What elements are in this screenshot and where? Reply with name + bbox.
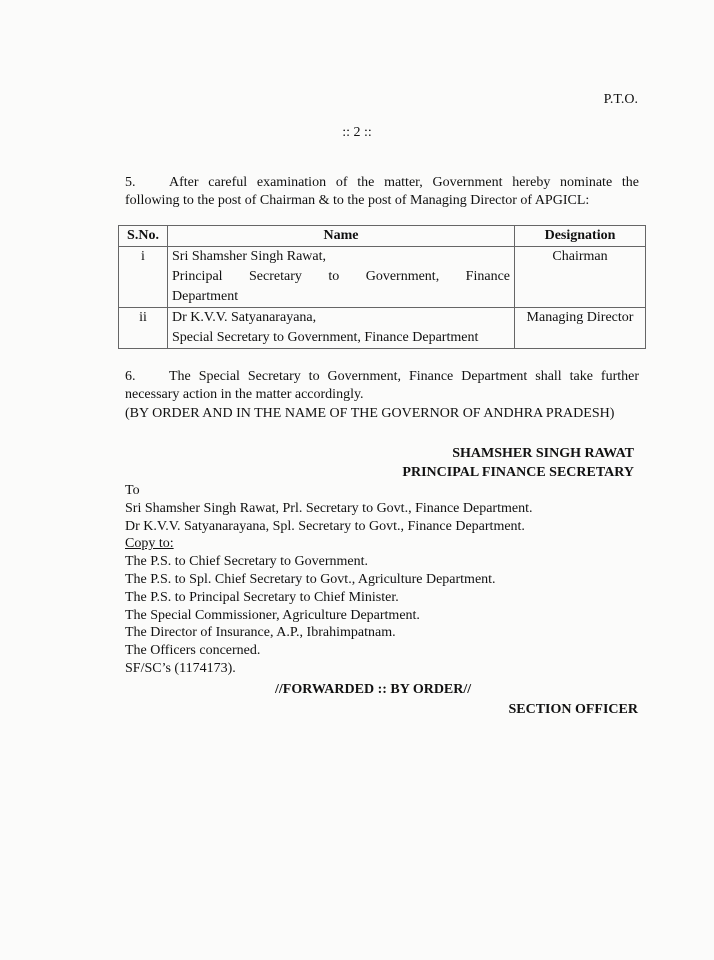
name-line: Special Secretary to Government, Finance Department (172, 330, 479, 345)
name-line: Dr K.V.V. Satyanarayana, (172, 310, 317, 325)
nominees-table (118, 225, 646, 349)
paragraph-5-line-2: following to the post of Chairman & to the post of Managing Director of APGICL: (125, 193, 590, 208)
copy-recipient: The P.S. to Spl. Chief Secretary to Govt., Agriculture Department. (125, 571, 496, 587)
forwarded-by-order: //FORWARDED :: BY ORDER// (275, 682, 472, 697)
copy-recipient: The Special Commissioner, Agriculture Department. (125, 607, 420, 623)
pto-label: P.T.O. (603, 92, 638, 107)
signature-block (402, 444, 634, 482)
table-row (119, 308, 646, 349)
paragraph-6-text-1: The Special Secretary to Government, Finance Department shall take further (169, 369, 639, 384)
paragraph-5 (125, 174, 639, 210)
paragraph-5-number: 5. (125, 175, 136, 190)
copy-recipient: The P.S. to Principal Secretary to Chief Minister. (125, 589, 399, 605)
paragraph-6-line-2: necessary action in the matter accordingly. (125, 387, 364, 402)
header-sno: S.No. (119, 226, 168, 247)
section-officer-label: SECTION OFFICER (508, 702, 638, 717)
row-name (168, 247, 515, 308)
to-label: To (125, 483, 140, 498)
copy-recipient: SF/SC’s (1174173). (125, 660, 236, 676)
row-sno: ii (119, 308, 168, 349)
copy-recipient: The P.S. to Chief Secretary to Government. (125, 554, 369, 570)
paragraph-6 (125, 368, 639, 404)
row-sno: i (119, 247, 168, 308)
paragraph-6-number: 6. (125, 369, 136, 384)
table-header-row (119, 226, 646, 247)
paragraph-6-line-1 (125, 368, 639, 386)
copy-recipient: The Director of Insurance, A.P., Ibrahimpatnam. (125, 625, 396, 641)
copy-to-label: Copy to: (125, 536, 174, 552)
header-name: Name (168, 226, 515, 247)
row-name (168, 308, 515, 349)
governor-order-line: (BY ORDER AND IN THE NAME OF THE GOVERNOR OF ANDHRA PRADESH) (125, 406, 615, 421)
distribution-list (125, 482, 532, 678)
page-number: :: 2 :: (342, 125, 372, 140)
signatory-name: SHAMSHER SINGH RAWAT (452, 446, 634, 461)
name-line: Department (172, 289, 239, 304)
recipient: Dr K.V.V. Satyanarayana, Spl. Secretary to Govt., Finance Department. (125, 518, 525, 534)
signatory-title: PRINCIPAL FINANCE SECRETARY (402, 465, 634, 480)
table-row (119, 247, 646, 308)
name-line: Principal Secretary to Government, Finance (172, 269, 510, 284)
paragraph-5-text-1: After careful examination of the matter, Government hereby nominate the (169, 175, 639, 190)
header-designation: Designation (515, 226, 646, 247)
name-line: Sri Shamsher Singh Rawat, (172, 249, 326, 264)
row-designation: Managing Director (515, 308, 646, 349)
row-designation: Chairman (515, 247, 646, 308)
recipient: Sri Shamsher Singh Rawat, Prl. Secretary to Govt., Finance Department. (125, 500, 533, 516)
copy-recipient: The Officers concerned. (125, 643, 261, 659)
paragraph-5-line-1 (125, 174, 639, 192)
